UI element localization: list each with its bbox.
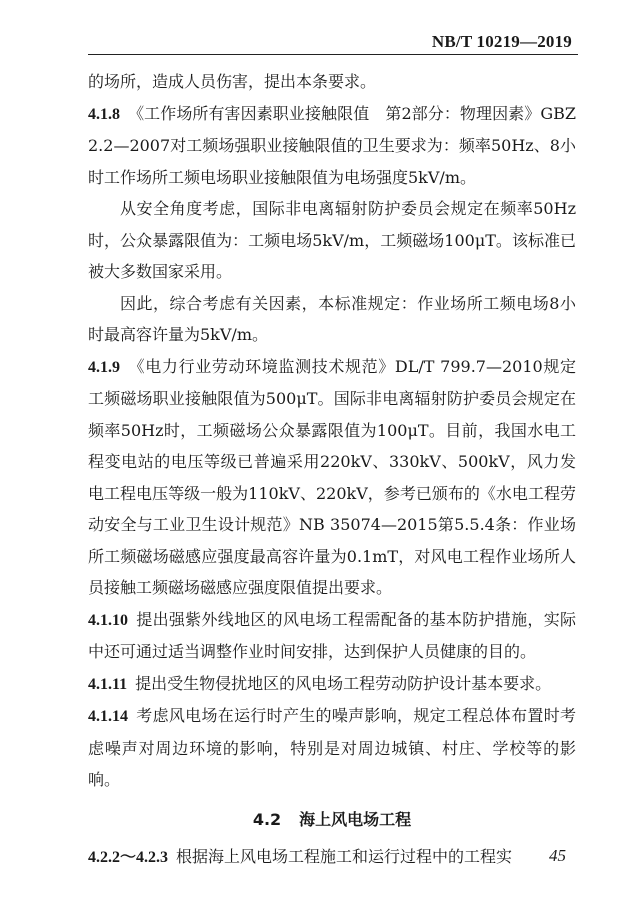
clause-4-1-14 xyxy=(88,700,576,796)
clause-number: 4.1.11 xyxy=(88,675,128,693)
clause-number: 4.1.9 xyxy=(88,358,120,376)
section-number: 4.2 xyxy=(252,809,282,829)
section-title-text: 海上风电场工程 xyxy=(299,809,412,829)
clause-number: 4.1.8 xyxy=(88,105,120,123)
clause-4-1-11 xyxy=(88,668,576,701)
clause-number: 4.2.2～4.2.3 xyxy=(88,849,169,866)
clause-number: 4.1.14 xyxy=(88,708,128,725)
paragraph-continuation xyxy=(88,66,576,98)
clause-4-1-8 xyxy=(88,98,576,194)
clause-4-1-9 xyxy=(88,351,576,604)
clause-4-2-2-to-4-2-3 xyxy=(88,841,576,874)
paragraph-text: 因此，综合考虑有关因素，本标准规定：作业场所工频电场8小时最高容许量为5kV/m。 xyxy=(88,293,576,344)
page-number: 45 xyxy=(549,846,566,865)
clause-4-1-10 xyxy=(88,604,576,668)
paragraph-text: 《电力行业劳动环境监测技术规范》DL/T 799.7—2010规定工频磁场职业接触限值为500μT。国际非电离辐射防护委员会规定在频率50Hz时，工频磁场公众暴露限值为100μT。目前，我国水电工程变电站的电压等级已普遍采用220kV、330kV、500kV，风力发电工程电压等级一般为110kV、220kV，参考已颁布的《水电工程劳动安全与工业卫生设计规范》NB 35074—2015第5.5.4条：作业场所工频磁场磁感应强度最高容许量为0.1mT，对风电工程作业场所人员接触工频磁场磁感应强度限值提出要求。 xyxy=(88,356,576,597)
paragraph-conclusion xyxy=(88,288,576,351)
paragraph-text: 的场所，造成人员伤害，提出本条要求。 xyxy=(88,72,377,91)
document-body xyxy=(88,66,576,874)
standard-code-header: NB/T 10219—2019 xyxy=(431,32,572,51)
paragraph-text: 从安全角度考虑，国际非电离辐射防护委员会规定在频率50Hz时，公众暴露限值为：工频电场5kV/m，工频磁场100μT。该标准已被大多数国家采用。 xyxy=(88,199,576,281)
paragraph-text: 提出受生物侵扰地区的风电场工程劳动防护设计基本要求。 xyxy=(135,673,552,693)
paragraph-text: 《工作场所有害因素职业接触限值 第2部分：物理因素》GBZ 2.2—2007对工频场强职业接触限值的卫生要求为：频率50Hz、8小时工作场所工频电场职业接触限值为电场强度5kV/m。 xyxy=(88,103,576,187)
clause-number: 4.1.10 xyxy=(88,611,128,629)
section-heading xyxy=(88,804,576,836)
header-rule xyxy=(88,54,578,55)
paragraph-icnirp xyxy=(88,193,576,288)
paragraph-text: 考虑风电场在运行时产生的噪声影响，规定工程总体布置时考虑噪声对周边环境的影响，特别是对周边城镇、村庄、学校等的影响。 xyxy=(88,706,576,789)
paragraph-text: 根据海上风电场工程施工和运行过程中的工程实 xyxy=(176,847,513,866)
paragraph-text: 提出强紫外线地区的风电场工程需配备的基本防护措施，实际中还可通过适当调整作业时间安排，达到保护人员健康的目的。 xyxy=(88,609,576,661)
